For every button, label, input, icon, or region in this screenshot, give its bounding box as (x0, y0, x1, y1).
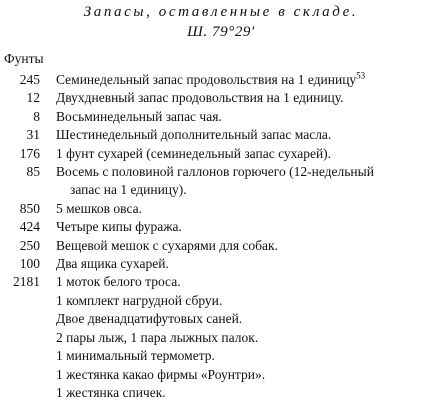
list-item (0, 145, 430, 163)
list-item (0, 237, 430, 255)
item-description-text: 1 комплект нагрудной сбруи. (56, 292, 223, 308)
item-description (40, 200, 420, 218)
item-description (40, 237, 420, 255)
item-description-text: 1 минимальный термометр. (56, 348, 215, 364)
item-quantity: 85 (26, 164, 40, 180)
item-description-text: 1 жестянка какао фирмы «Роунтри». (56, 366, 266, 382)
item-description-text: 2 пары лыж, 1 пара лыжных палок. (56, 329, 259, 345)
list-item (0, 273, 430, 291)
item-description (40, 329, 420, 347)
footnote-marker: 53 (356, 70, 366, 81)
heading-coordinate: Ш. 79°29′ (187, 24, 255, 40)
item-description-text: Восемь с половиной галлонов горючего (12-недельный (56, 164, 374, 180)
list-item (0, 218, 430, 236)
item-description-text: Шестинедельный дополнительный запас масла. (56, 127, 332, 143)
item-description (40, 366, 420, 384)
list-item (0, 384, 430, 402)
item-quantity: 424 (19, 219, 40, 235)
list-item (0, 366, 430, 384)
list-item (0, 89, 430, 107)
item-quantity: 245 (19, 72, 40, 87)
item-description-text: 1 жестянка спичек. (56, 384, 166, 400)
item-description-continuation: запас на 1 единицу). (70, 182, 187, 198)
column-label-pounds: Фунты (4, 51, 44, 66)
item-description-text: 1 моток белого троса. (56, 274, 181, 290)
item-description-text: 1 фунт сухарей (семинедельный запас сухарей). (56, 145, 332, 161)
list-item (0, 108, 430, 126)
item-description-text: Двухдневный запас продовольствия на 1 единицу. (56, 90, 344, 106)
list-item (0, 126, 430, 144)
item-description-text: Восьминедельный запас чая. (56, 108, 222, 124)
list-item (0, 255, 430, 273)
item-description (40, 292, 420, 310)
item-description-text: 5 мешков овса. (56, 200, 142, 216)
item-quantity: 176 (19, 145, 40, 161)
item-description (40, 145, 420, 163)
item-description-text: Двое двенадцатифутовых саней. (56, 311, 243, 327)
item-description (40, 108, 420, 126)
list-item (0, 200, 430, 218)
item-description (40, 255, 420, 273)
item-description (40, 218, 420, 236)
item-quantity: 31 (26, 127, 40, 143)
item-description (40, 347, 420, 365)
item-description (40, 273, 420, 291)
item-quantity: 8 (33, 108, 40, 124)
item-quantity: 12 (26, 90, 40, 106)
item-description (40, 163, 420, 200)
list-item (0, 347, 430, 365)
list-item (0, 292, 430, 310)
inventory-list (0, 71, 430, 402)
item-description (40, 89, 420, 107)
heading-title: Запасы, оставленные в складе. (83, 4, 359, 20)
item-description-text: Четыре кипы фуража. (56, 219, 182, 235)
item-description (40, 126, 420, 144)
item-description (40, 310, 420, 328)
item-quantity: 100 (19, 256, 40, 272)
item-quantity: 2181 (13, 274, 40, 290)
item-description-text: Вещевой мешок с сухарями для собак. (56, 237, 278, 253)
list-item (0, 71, 430, 89)
item-quantity: 850 (19, 200, 40, 216)
list-item (0, 310, 430, 328)
list-item (0, 329, 430, 347)
page-heading (0, 2, 430, 42)
list-item (0, 163, 430, 200)
item-description (40, 71, 420, 89)
item-description (40, 384, 420, 402)
item-description-text: Два ящика сухарей. (56, 256, 169, 272)
item-quantity: 250 (19, 237, 40, 253)
item-description-text: Семинедельный запас продовольствия на 1 единицу (56, 72, 357, 87)
